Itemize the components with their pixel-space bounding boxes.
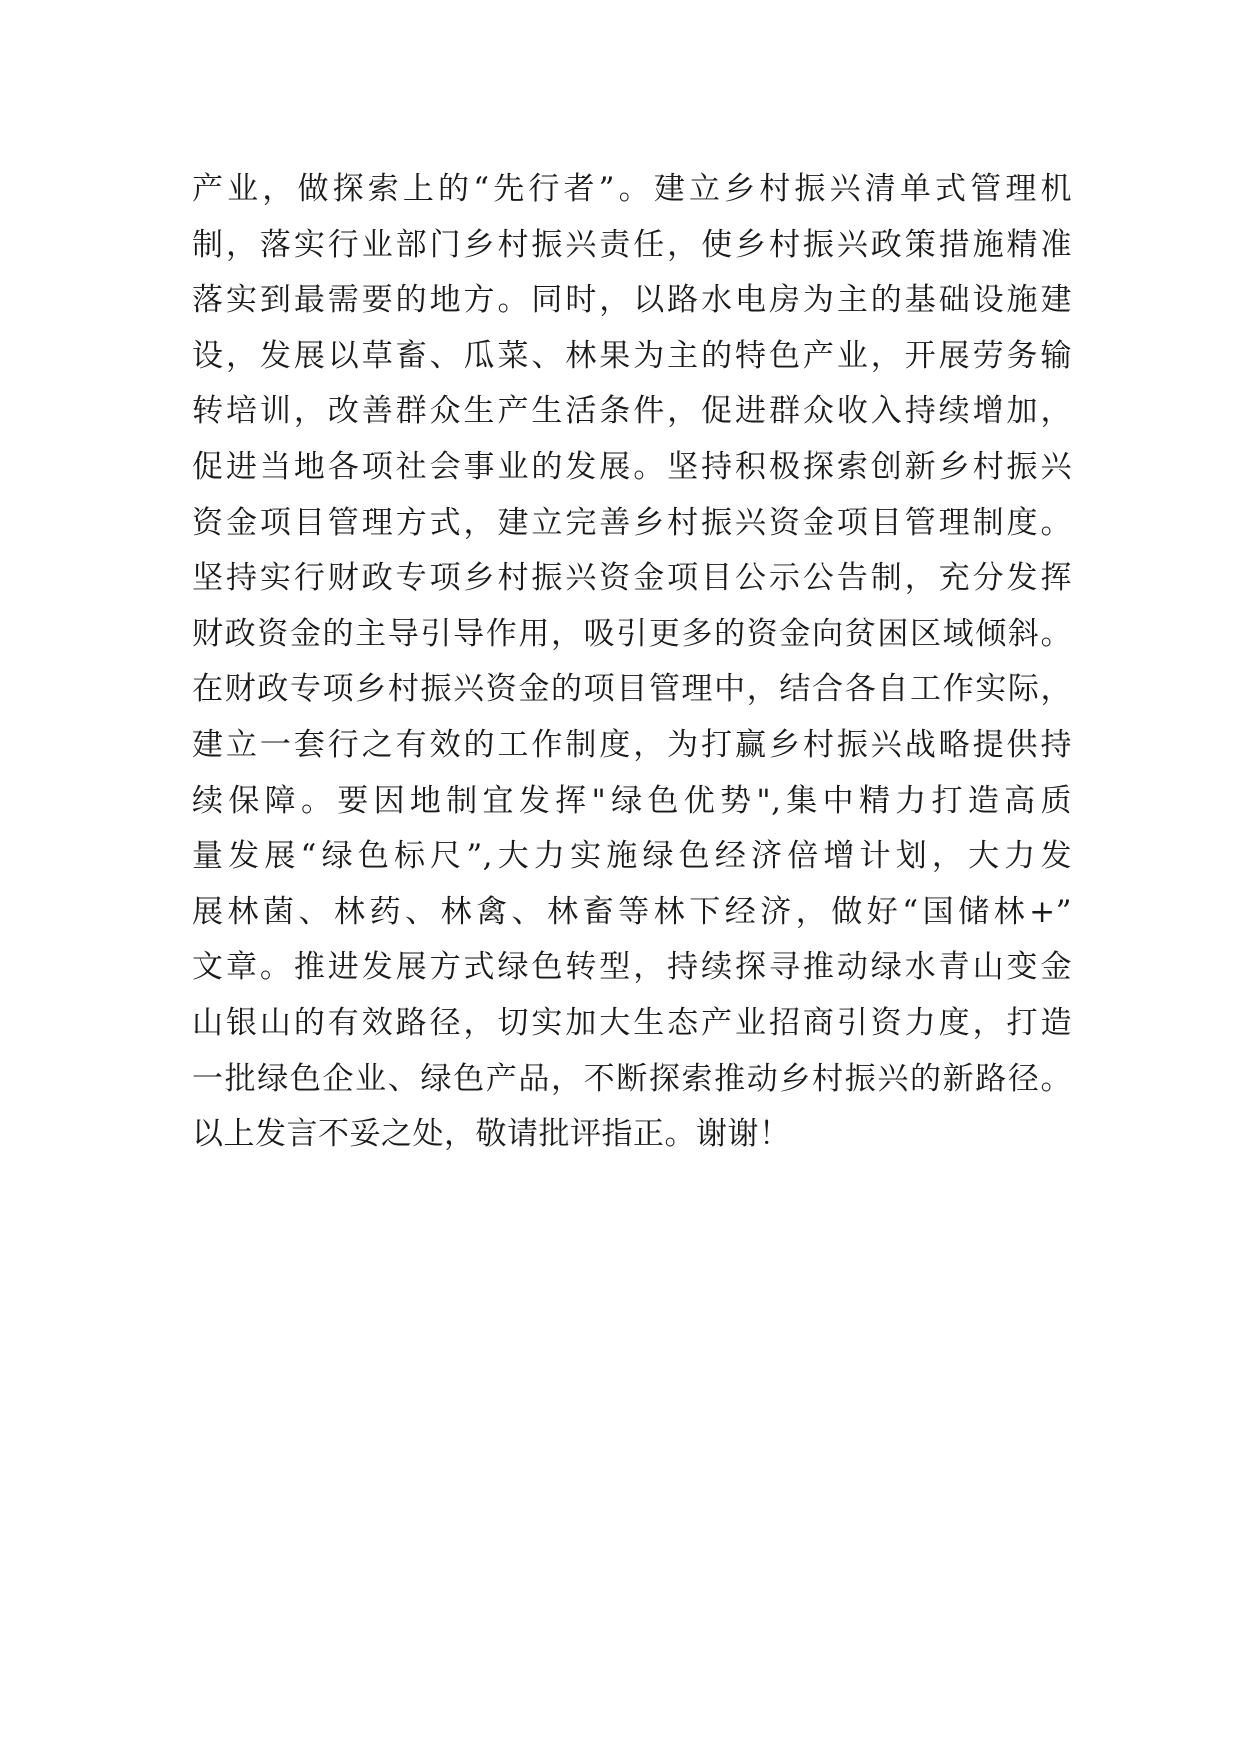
text-line: 转培训，改善群众生产生活条件，促进群众收入持续增加， [192,393,1072,430]
text-line: 坚持实行财政专项乡村振兴资金项目公示公告制，充分发挥 [192,560,1072,597]
text-line-closing: 以上发言不妥之处，敬请批评指正。谢谢！ [192,1116,791,1153]
text-line: 资金项目管理方式，建立完善乡村振兴资金项目管理制度。 [192,504,1072,541]
text-line: 财政资金的主导引导作用，吸引更多的资金向贫困区域倾斜。 [192,615,1072,652]
body-text [192,162,1072,1163]
text-line: 落实到最需要的地方。同时，以路水电房为主的基础设施建 [192,282,1072,319]
text-line: 产业，做探索上的“先行者”。建立乡村振兴清单式管理机 [192,171,1072,207]
text-line: 文章。推进发展方式绿色转型，持续探寻推动绿水青山变金 [192,949,1072,986]
text-line: 建立一套行之有效的工作制度，为打赢乡村振兴战略提供持 [192,726,1072,763]
text-line: 山银山的有效路径，切实加大生态产业招商引资力度，打造 [192,1004,1072,1041]
text-line: 在财政专项乡村振兴资金的项目管理中，结合各自工作实际， [192,671,1072,708]
text-line: 促进当地各项社会事业的发展。坚持积极探索创新乡村振兴 [192,448,1072,485]
text-line: 制，落实行业部门乡村振兴责任，使乡村振兴政策措施精准 [192,226,1072,263]
text-line: 续保障。要因地制宜发挥"绿色优势",集中精力打造高质 [192,782,1072,819]
text-line: 展林菌、林药、林禽、林畜等林下经济，做好“国储林+” [192,893,1072,930]
text-line: 一批绿色企业、绿色产品，不断探索推动乡村振兴的新路径。 [192,1060,1072,1097]
text-line: 量发展“绿色标尺”,大力实施绿色经济倍增计划，大力发 [192,838,1072,875]
text-line: 设，发展以草畜、瓜菜、林果为主的特色产业，开展劳务输 [192,337,1072,374]
